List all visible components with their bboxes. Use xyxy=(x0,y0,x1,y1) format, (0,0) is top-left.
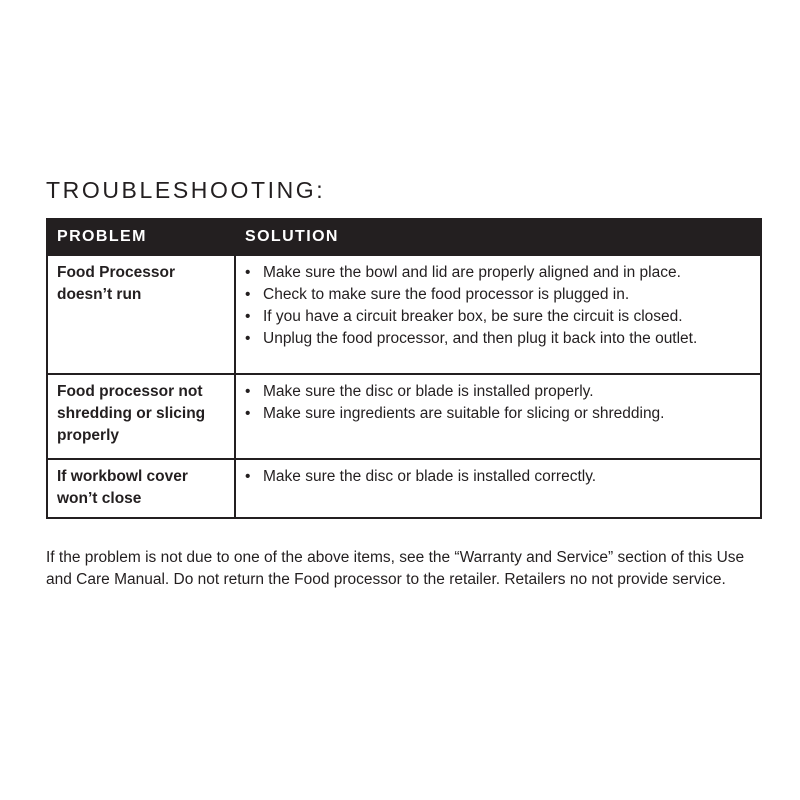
problem-cell: Food processor not shredding or slicing properly xyxy=(47,374,235,459)
solution-text: Make sure ingredients are suitable for slicing or shredding. xyxy=(263,405,665,422)
solution-item xyxy=(245,466,752,488)
header-problem: PROBLEM xyxy=(47,219,235,255)
bullet-icon: • xyxy=(245,286,251,303)
header-solution: SOLUTION xyxy=(235,219,761,255)
bullet-icon: • xyxy=(245,264,251,281)
footer-note: If the problem is not due to one of the above items, see the “Warranty and Service” section of this Use and Care Manual. Do not return the Food processor to the retailer. Retailers no not provide service. xyxy=(46,549,745,588)
problem-cell: Food Processor doesn’t run xyxy=(47,255,235,374)
bullet-icon: • xyxy=(245,383,251,400)
troubleshooting-section xyxy=(46,176,760,607)
solution-list xyxy=(245,262,752,350)
solution-item xyxy=(245,381,752,403)
solution-text: Make sure the disc or blade is installed properly. xyxy=(263,383,594,400)
problem-cell: If workbowl cover won’t close xyxy=(47,459,235,518)
solution-text: Check to make sure the food processor is plugged in. xyxy=(263,286,630,303)
section-title: TROUBLESHOOTING: xyxy=(46,177,326,203)
table-row xyxy=(47,255,761,374)
solution-item xyxy=(245,262,752,284)
solution-item xyxy=(245,403,752,425)
table-row xyxy=(47,374,761,459)
solution-text: If you have a circuit breaker box, be sure the circuit is closed. xyxy=(263,308,683,325)
solution-item xyxy=(245,284,752,306)
bullet-icon: • xyxy=(245,405,251,422)
solution-item xyxy=(245,328,752,350)
solution-text: Unplug the food processor, and then plug it back into the outlet. xyxy=(263,330,698,347)
solution-cell xyxy=(235,255,761,374)
solution-list xyxy=(245,381,752,425)
solution-cell xyxy=(235,374,761,459)
bullet-icon: • xyxy=(245,468,251,485)
table-row xyxy=(47,459,761,518)
bullet-icon: • xyxy=(245,308,251,325)
table-header-row xyxy=(47,219,761,255)
solution-cell xyxy=(235,459,761,518)
solution-list xyxy=(245,466,752,488)
solution-text: Make sure the bowl and lid are properly aligned and in place. xyxy=(263,264,681,281)
solution-text: Make sure the disc or blade is installed correctly. xyxy=(263,468,597,485)
troubleshooting-table xyxy=(46,218,762,519)
solution-item xyxy=(245,306,752,328)
bullet-icon: • xyxy=(245,330,251,347)
